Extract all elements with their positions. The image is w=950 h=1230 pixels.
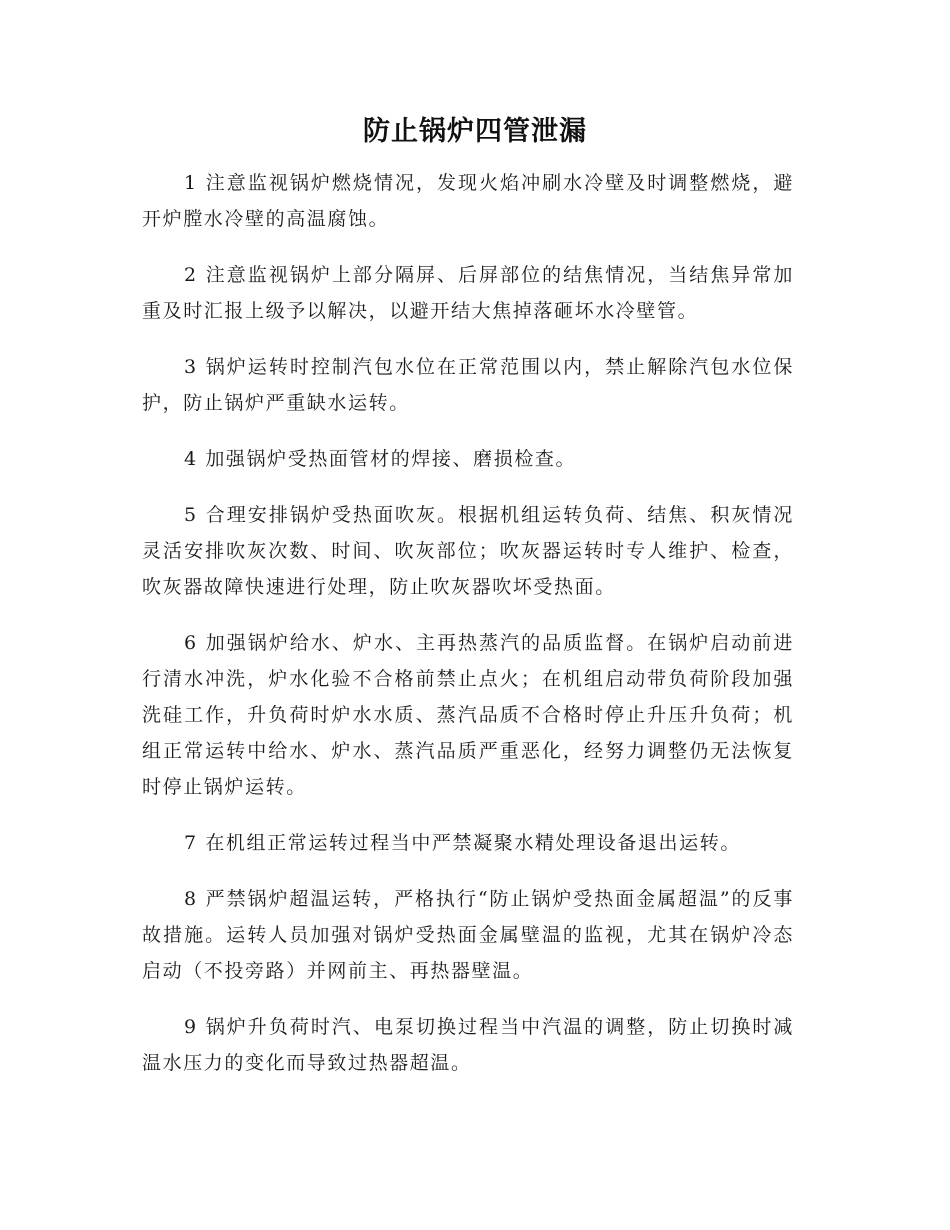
document-body [142,165,794,1101]
paragraph-7: 7 在机组正常运转过程当中严禁凝聚水精处理设备退出运转。 [184,832,741,854]
paragraph-1: 1 注意监视锅炉燃烧情况，发现火焰冲刷水冷壁及时调整燃烧，避开炉膛水冷壁的高温腐蚀。 [142,172,794,230]
document-title: 防止锅炉四管泄漏 [363,116,587,147]
paragraph-6: 6 加强锅炉给水、炉水、主再热蒸汽的品质监督。在锅炉启动前进行清水冲洗，炉水化验不合格前禁止点火；在机组启动带负荷阶段加强洗硅工作，升负荷时炉水水质、蒸汽品质不合格时停止升压升负荷；机组正常运转中给水、炉水、蒸汽品质严重恶化，经努力调整仍无法恢复时停止锅炉运转。 [142,632,794,798]
paragraph-9: 9 锅炉升负荷时汽、电泵切换过程当中汽温的调整，防止切换时减温水压力的变化而导致过热器超温。 [142,1016,794,1074]
paragraph-4: 4 加强锅炉受热面管材的焊接、磨损检查。 [184,448,577,470]
paragraph-8: 8 严禁锅炉超温运转，严格执行“防止锅炉受热面金属超温”的反事故措施。运转人员加强对锅炉受热面金属壁温的监视，尤其在锅炉冷态启动（不投旁路）并网前主、再热器壁温。 [142,888,794,982]
paragraph-3: 3 锅炉运转时控制汽包水位在正常范围以内，禁止解除汽包水位保护，防止锅炉严重缺水运转。 [142,356,794,414]
paragraph-5: 5 合理安排锅炉受热面吹灰。根据机组运转负荷、结焦、积灰情况灵活安排吹灰次数、时间、吹灰部位；吹灰器运转时专人维护、检查，吹灰器故障快速进行处理，防止吹灰器吹坏受热面。 [142,504,794,598]
paragraph-2: 2 注意监视锅炉上部分隔屏、后屏部位的结焦情况，当结焦异常加重及时汇报上级予以解决，以避开结大焦掉落砸坏水冷壁管。 [142,264,794,322]
